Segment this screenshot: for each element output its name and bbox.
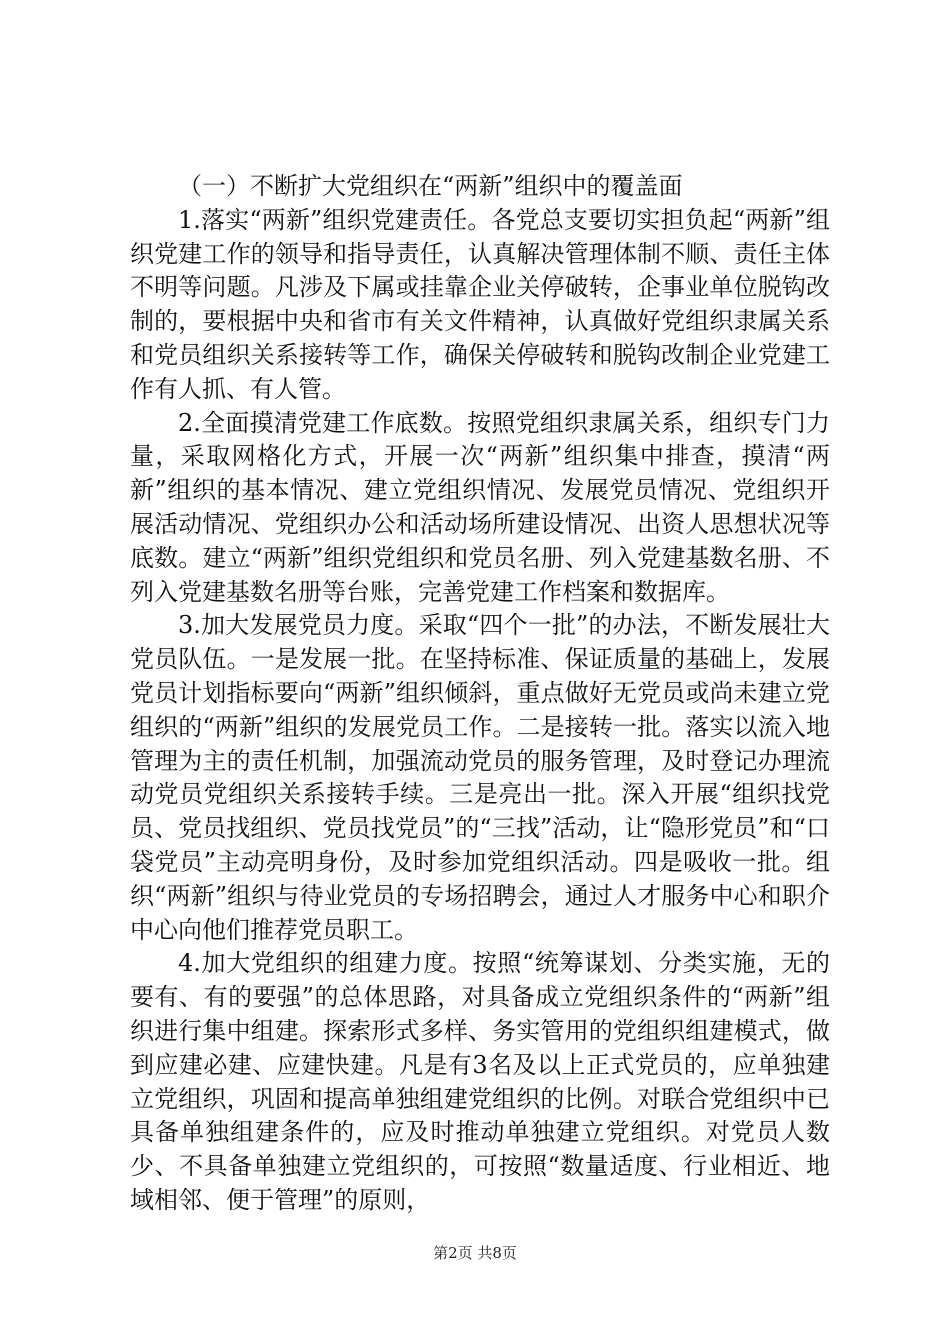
- paragraph-2: 2.全面摸清党建工作底数。按照党组织隶属关系，组织专门力量，采取网格化方式，开展一次“两新”组织集中排查，摸清“两新”组织的基本情况、建立党组织情况、发展党员情况、党组织开展活动情况、党组织办公和活动场所建设情况、出资人思想状况等底数。建立“两新”组织党组织和党员名册、列入党建基数名册、不列入党建基数名册等台账，完善党建工作档案和数据库。: [130, 408, 830, 606]
- paragraph-4: 4.加大党组织的组建力度。按照“统筹谋划、分类实施，无的要有、有的要强”的总体思路，对具备成立党组织条件的“两新”组织进行集中组建。探索形式多样、务实管用的党组织组建模式，做到应建必建、应建快建。凡是有3名及以上正式党员的，应单独建立党组织，巩固和提高单独组建党组织的比例。对联合党组织中已具备单独组建条件的，应及时推动单独建立党组织。对党员人数少、不具备单独建立党组织的，可按照“数量适度、行业相近、地域相邻、便于管理”的原则，: [130, 949, 830, 1214]
- section-heading: （一）不断扩大党组织在“两新”组织中的覆盖面: [178, 172, 683, 200]
- paragraph-3: 3.加大发展党员力度。采取“四个一批”的办法，不断发展壮大党员队伍。一是发展一批。在坚持标准、保证质量的基础上，发展党员计划指标要向“两新”组织倾斜，重点做好无党员或尚未建立党组织的“两新”组织的发展党员工作。二是接转一批。落实以流入地管理为主的责任机制，加强流动党员的服务管理，及时登记办理流动党员党组织关系接转手续。三是亮出一批。深入开展“组织找党员、党员找组织、党员找党员”的“三找”活动，让“隐形党员”和“口袋党员”主动亮明身份，及时参加党组织活动。四是吸收一批。组织“两新”组织与待业党员的专场招聘会，通过人才服务中心和职介中心向他们推荐党员职工。: [130, 611, 830, 944]
- page-footer: 第2页 共8页: [433, 1244, 517, 1262]
- document-body: [130, 170, 830, 1218]
- paragraph-1: 1.落实“两新”组织党建责任。各党总支要切实担负起“两新”组织党建工作的领导和指导责任，认真解决管理体制不顺、责任主体不明等问题。凡涉及下属或挂靠企业关停破转，企事业单位脱钩改制的，要根据中央和省市有关文件精神，认真做好党组织隶属关系和党员组织关系接转等工作，确保关停破转和脱钩改制企业党建工作有人抓、有人管。: [130, 205, 830, 403]
